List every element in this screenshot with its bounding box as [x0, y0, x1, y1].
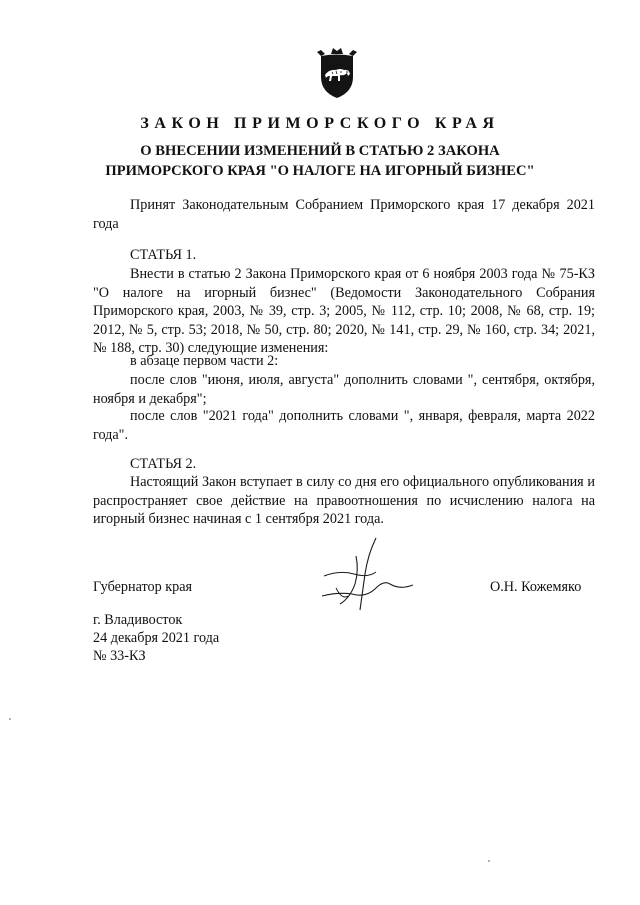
- article-1-item-1: в абзаце первом части 2:: [130, 353, 279, 369]
- law-subtitle: [0, 141, 640, 181]
- article-2-text: Настоящий Закон вступает в силу со дня его официального опубликования и распространяет свое действие на правоотношения по исчислению налога на игорный бизнес начиная с 1 сентября 2021 года.: [93, 474, 595, 527]
- law-subtitle-line2: ПРИМОРСКОГО КРАЯ "О НАЛОГЕ НА ИГОРНЫЙ БИЗНЕС": [105, 163, 535, 179]
- adoption-statement: Принят Законодательным Собранием Приморского края 17 декабря 2021 года: [93, 197, 595, 232]
- signatory-position: Губернатор края: [93, 579, 193, 595]
- scan-speck: [9, 718, 11, 720]
- scan-speck: [488, 860, 490, 862]
- article-2-heading: СТАТЬЯ 2.: [130, 456, 197, 472]
- footer-city: г. Владивосток: [93, 612, 183, 628]
- signatory-name: О.Н. Кожемяко: [490, 579, 582, 595]
- coat-of-arms-icon: [316, 45, 358, 101]
- handwritten-signature: [318, 534, 414, 616]
- article-1-heading: СТАТЬЯ 1.: [130, 247, 197, 263]
- article-1-item-3: после слов "2021 года" дополнить словами ", января, февраля, марта 2022 года".: [93, 408, 595, 443]
- law-subtitle-line1: О ВНЕСЕНИИ ИЗМЕНЕНИЙ В СТАТЬЮ 2 ЗАКОНА: [140, 143, 500, 159]
- article-1-item-2: после слов "июня, июля, августа" дополнить словами ", сентября, октября, ноября и декабря";: [93, 372, 595, 407]
- article-1-intro: Внести в статью 2 Закона Приморского края от 6 ноября 2003 года № 75-КЗ "О налоге на игорный бизнес" (Ведомости Законодательного Собрания Приморского края, 2003, № 39, стр. 3; 2005, № 112, стр. 10; 2008, № 68, стр. 19; 2012, № 5, стр. 53; 2018, № 50, стр. 80; 2020, № 141, стр. 29, № 160, стр. 34; 2021, № 188, стр. 30) следующие изменения:: [93, 266, 595, 356]
- footer-number: № 33-КЗ: [93, 648, 146, 664]
- law-title: ЗАКОН ПРИМОРСКОГО КРАЯ: [140, 115, 500, 132]
- footer-date: 24 декабря 2021 года: [93, 630, 220, 646]
